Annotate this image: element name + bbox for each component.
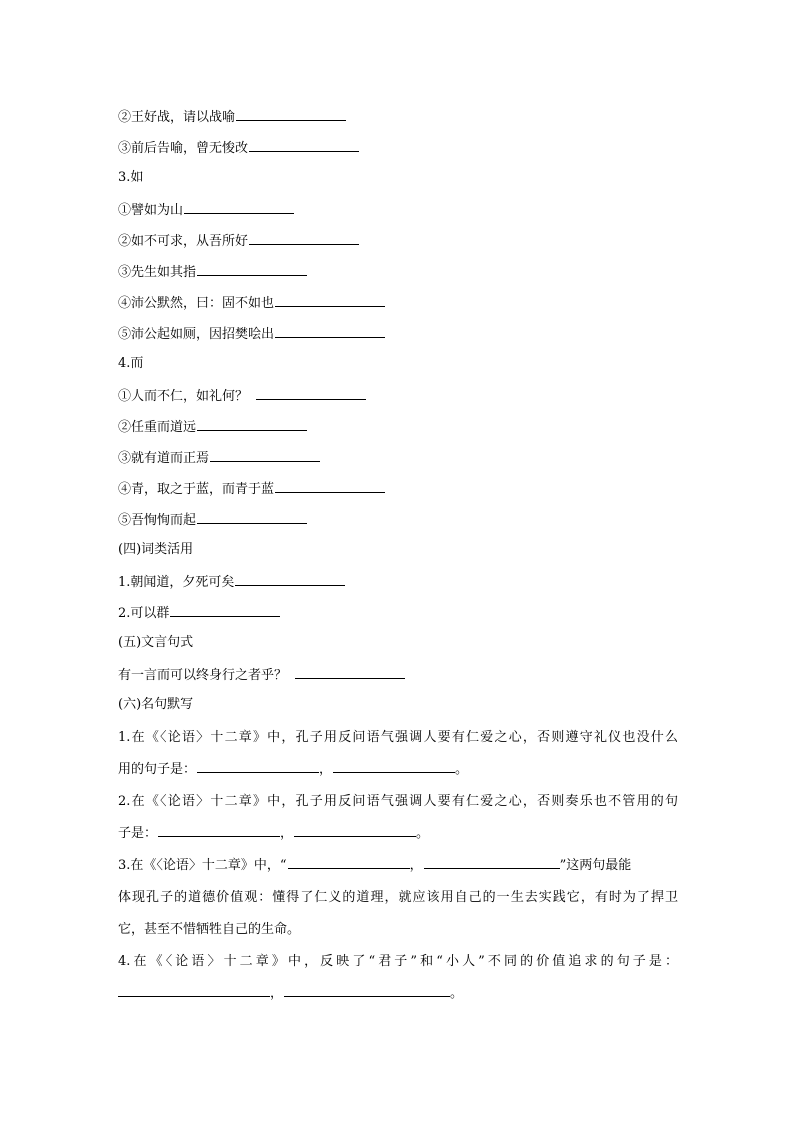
item-line: 1.朝闻道，夕死可矣	[118, 573, 345, 591]
answer-blank[interactable]	[294, 824, 416, 837]
question-4: 4.在《〈论语〉十二章》中，反映了“君子”和“小人”不同的价值追求的句子是： ， 。	[118, 954, 678, 1001]
answer-blank[interactable]	[118, 984, 270, 997]
answer-blank[interactable]	[275, 480, 385, 493]
question-3: 3.在《〈论语〉十二章》中，“ ， ”这两句最能 体现孔子的道德价值观：懂得了仁义的道理，就应该用自己的一生去实践它，有时为了捍卫 它，甚至不惜牺牲自己的生命。	[118, 858, 678, 937]
answer-blank[interactable]	[284, 984, 450, 997]
question-1: 1.在《〈论语〉十二章》中，孔子用反问语气强调人要有仁爱之心，否则遵守礼仪也没什么 用的句子是： ， 。	[118, 730, 678, 777]
answer-blank[interactable]	[158, 824, 280, 837]
answer-blank[interactable]	[295, 666, 405, 679]
section-heading: 3.如	[118, 170, 144, 185]
item-line: ②如不可求，从吾所好	[118, 232, 359, 250]
item-line: ①譬如为山	[118, 201, 294, 219]
section-heading: (六)名句默写	[118, 697, 194, 712]
answer-blank[interactable]	[197, 760, 319, 773]
item-line: ⑤吾恂恂而起	[118, 511, 307, 529]
item-line: 有一言而可以终身行之者乎？	[118, 666, 405, 684]
item-line: ③前后告喻，曾无悛改	[118, 139, 359, 157]
section-heading: (五)文言句式	[118, 635, 194, 650]
answer-blank[interactable]	[197, 418, 307, 431]
item-line: ⑤沛公起如厕，因招樊哙出	[118, 325, 385, 343]
answer-blank[interactable]	[197, 511, 307, 524]
section-heading: 4.而	[118, 356, 144, 371]
answer-blank[interactable]	[249, 139, 359, 152]
answer-blank[interactable]	[275, 294, 385, 307]
answer-blank[interactable]	[235, 573, 345, 586]
item-line: ②任重而道远	[118, 418, 307, 436]
item-line: ①人而不仁，如礼何？	[118, 387, 366, 405]
answer-blank[interactable]	[210, 449, 320, 462]
answer-blank[interactable]	[170, 604, 280, 617]
item-line: 2.可以群	[118, 604, 280, 622]
answer-blank[interactable]	[275, 325, 385, 338]
question-2: 2.在《〈论语〉十二章》中，孔子用反问语气强调人要有仁爱之心，否则奏乐也不管用的句 子是： ， 。	[118, 794, 678, 841]
answer-blank[interactable]	[236, 108, 346, 121]
item-line: ④青，取之于蓝，而青于蓝	[118, 480, 385, 498]
answer-blank[interactable]	[197, 263, 307, 276]
item-line: ②王好战，请以战喻	[118, 108, 346, 126]
item-line: ③就有道而正焉	[118, 449, 320, 467]
answer-blank[interactable]	[333, 760, 455, 773]
answer-blank[interactable]	[288, 856, 410, 869]
item-line: ③先生如其指	[118, 263, 307, 281]
answer-blank[interactable]	[256, 387, 366, 400]
item-line: ④沛公默然，曰：固不如也	[118, 294, 385, 312]
answer-blank[interactable]	[184, 201, 294, 214]
answer-blank[interactable]	[249, 232, 359, 245]
section-heading: (四)词类活用	[118, 542, 194, 557]
answer-blank[interactable]	[424, 856, 560, 869]
